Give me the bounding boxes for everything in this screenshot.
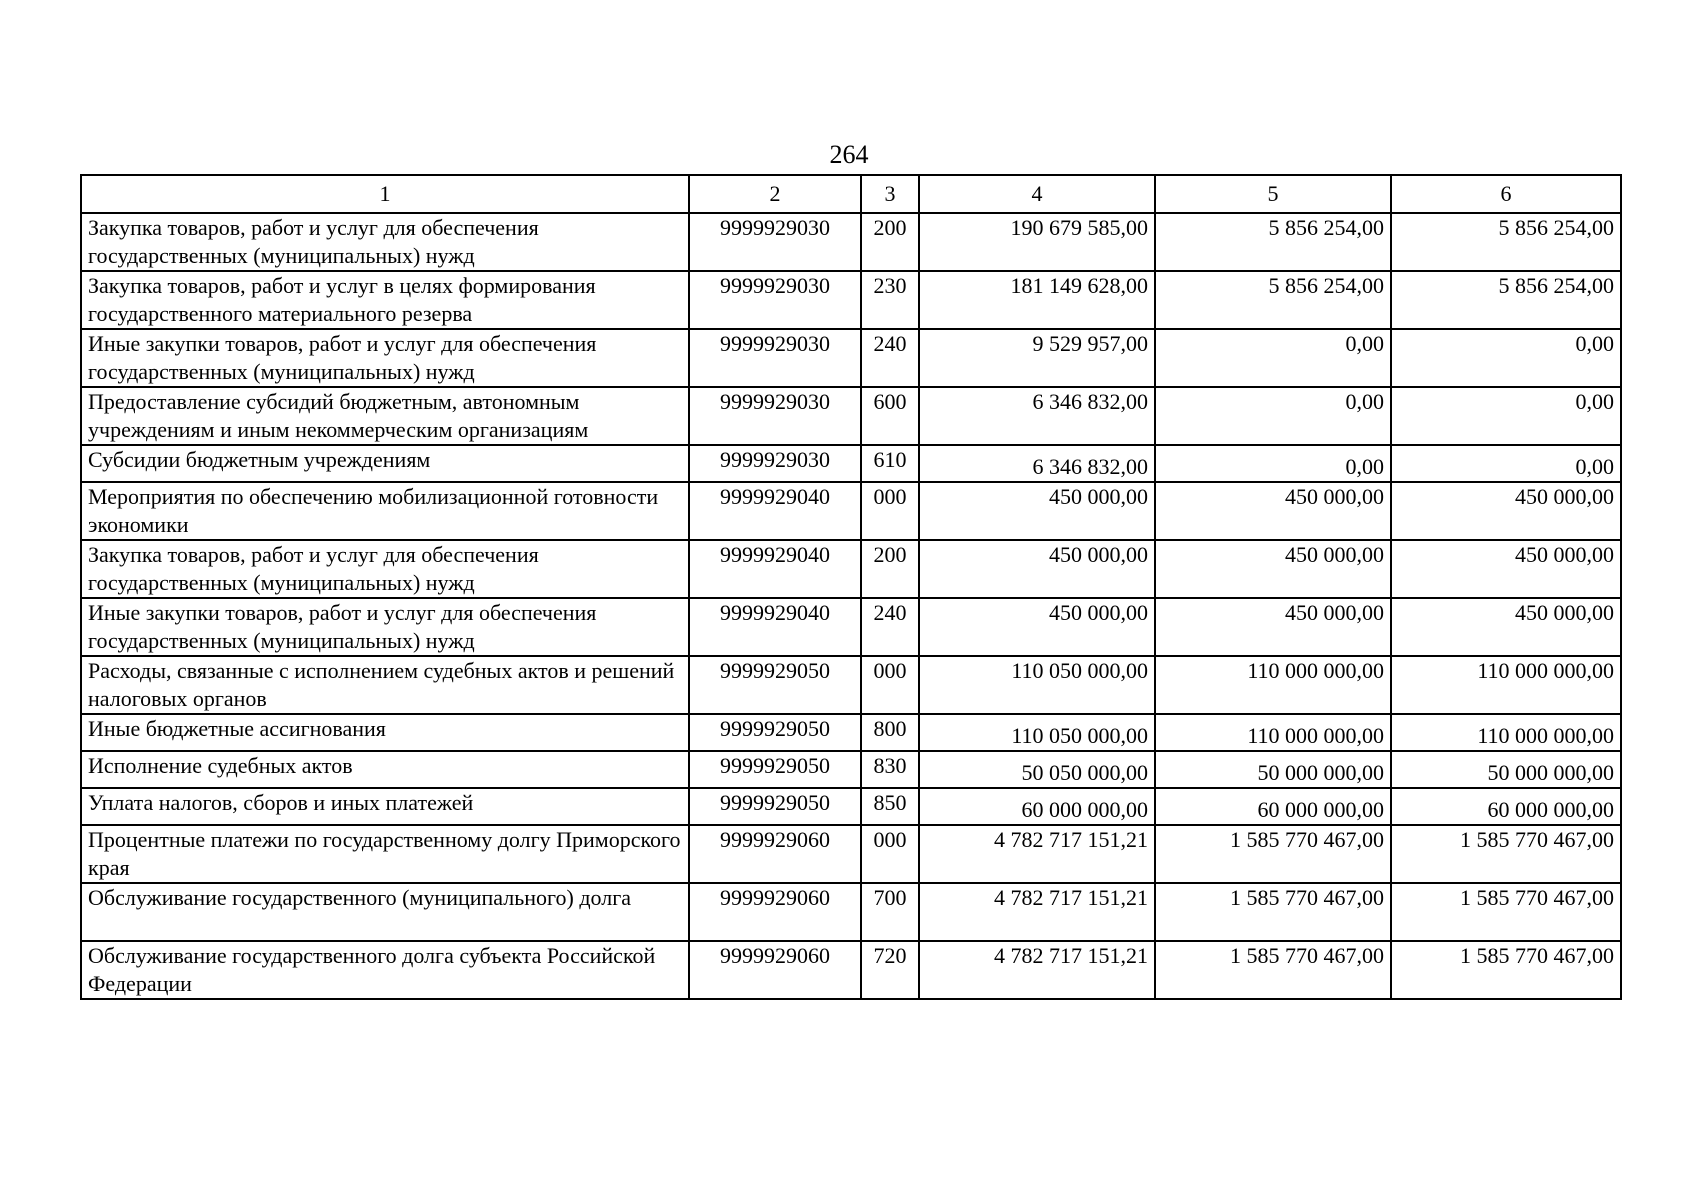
- row-description: Процентные платежи по государственному долгу Приморского края: [81, 825, 689, 883]
- table-row: [81, 656, 1621, 714]
- row-amount-col6: 110 000 000,00: [1391, 714, 1621, 751]
- row-amount-col6: 450 000,00: [1391, 482, 1621, 540]
- row-target-code: 9999929050: [689, 751, 861, 788]
- row-amount-col5: 1 585 770 467,00: [1155, 941, 1391, 999]
- row-target-code: 9999929040: [689, 598, 861, 656]
- row-amount-col4: 6 346 832,00: [919, 387, 1155, 445]
- row-amount-col4: 450 000,00: [919, 540, 1155, 598]
- header-row: [81, 175, 1621, 213]
- row-target-code: 9999929030: [689, 271, 861, 329]
- row-amount-col6: 1 585 770 467,00: [1391, 883, 1621, 941]
- row-target-code: 9999929060: [689, 825, 861, 883]
- row-target-code: 9999929030: [689, 387, 861, 445]
- row-amount-col6: 50 000 000,00: [1391, 751, 1621, 788]
- row-description: Уплата налогов, сборов и иных платежей: [81, 788, 689, 825]
- row-amount-col6: 60 000 000,00: [1391, 788, 1621, 825]
- row-amount-col4: 4 782 717 151,21: [919, 941, 1155, 999]
- row-amount-col4: 450 000,00: [919, 482, 1155, 540]
- row-description: Субсидии бюджетным учреждениям: [81, 445, 689, 482]
- row-amount-col4: 4 782 717 151,21: [919, 825, 1155, 883]
- row-amount-col5: 0,00: [1155, 387, 1391, 445]
- row-amount-col6: 0,00: [1391, 445, 1621, 482]
- row-target-code: 9999929060: [689, 883, 861, 941]
- row-amount-col6: 450 000,00: [1391, 598, 1621, 656]
- row-target-code: 9999929040: [689, 540, 861, 598]
- row-description: Иные бюджетные ассигнования: [81, 714, 689, 751]
- table-row: [81, 941, 1621, 999]
- row-description: Предоставление субсидий бюджетным, автономным учреждениям и иным некоммерческим организациям: [81, 387, 689, 445]
- row-amount-col5: 0,00: [1155, 329, 1391, 387]
- row-description: Закупка товаров, работ и услуг в целях формирования государственного материального резерва: [81, 271, 689, 329]
- row-target-code: 9999929040: [689, 482, 861, 540]
- table-row: [81, 445, 1621, 482]
- col-header-3: 3: [861, 175, 919, 213]
- row-amount-col5: 450 000,00: [1155, 482, 1391, 540]
- table-row: [81, 387, 1621, 445]
- row-expense-type: 700: [861, 883, 919, 941]
- table-row: [81, 598, 1621, 656]
- row-expense-type: 830: [861, 751, 919, 788]
- row-target-code: 9999929050: [689, 714, 861, 751]
- row-amount-col4: 4 782 717 151,21: [919, 883, 1155, 941]
- row-target-code: 9999929030: [689, 329, 861, 387]
- table-row: [81, 714, 1621, 751]
- row-amount-col6: 1 585 770 467,00: [1391, 825, 1621, 883]
- row-description: Мероприятия по обеспечению мобилизационной готовности экономики: [81, 482, 689, 540]
- row-amount-col4: 450 000,00: [919, 598, 1155, 656]
- row-expense-type: 240: [861, 598, 919, 656]
- row-amount-col5: 1 585 770 467,00: [1155, 883, 1391, 941]
- row-amount-col5: 450 000,00: [1155, 598, 1391, 656]
- row-amount-col6: 5 856 254,00: [1391, 213, 1621, 271]
- row-expense-type: 610: [861, 445, 919, 482]
- budget-table: [80, 174, 1622, 1000]
- row-amount-col4: 110 050 000,00: [919, 656, 1155, 714]
- row-amount-col4: 6 346 832,00: [919, 445, 1155, 482]
- row-amount-col5: 50 000 000,00: [1155, 751, 1391, 788]
- table-row: [81, 213, 1621, 271]
- row-amount-col4: 60 000 000,00: [919, 788, 1155, 825]
- page-number: 264: [829, 140, 869, 169]
- table-row: [81, 329, 1621, 387]
- row-amount-col6: 0,00: [1391, 387, 1621, 445]
- row-expense-type: 000: [861, 825, 919, 883]
- row-amount-col5: 60 000 000,00: [1155, 788, 1391, 825]
- row-description: Обслуживание государственного долга субъекта Российской Федерации: [81, 941, 689, 999]
- table-row: [81, 825, 1621, 883]
- row-amount-col5: 110 000 000,00: [1155, 656, 1391, 714]
- col-header-1: 1: [81, 175, 689, 213]
- row-target-code: 9999929060: [689, 941, 861, 999]
- row-amount-col5: 450 000,00: [1155, 540, 1391, 598]
- row-expense-type: 240: [861, 329, 919, 387]
- row-expense-type: 200: [861, 213, 919, 271]
- row-target-code: 9999929050: [689, 656, 861, 714]
- row-description: Исполнение судебных актов: [81, 751, 689, 788]
- row-description: Иные закупки товаров, работ и услуг для обеспечения государственных (муниципальных) нужд: [81, 598, 689, 656]
- row-description: Расходы, связанные с исполнением судебных актов и решений налоговых органов: [81, 656, 689, 714]
- row-amount-col6: 0,00: [1391, 329, 1621, 387]
- row-amount-col4: 9 529 957,00: [919, 329, 1155, 387]
- row-amount-col5: 1 585 770 467,00: [1155, 825, 1391, 883]
- table-row: [81, 271, 1621, 329]
- row-target-code: 9999929050: [689, 788, 861, 825]
- row-amount-col4: 190 679 585,00: [919, 213, 1155, 271]
- row-amount-col5: 0,00: [1155, 445, 1391, 482]
- col-header-4: 4: [919, 175, 1155, 213]
- col-header-2: 2: [689, 175, 861, 213]
- row-description: Иные закупки товаров, работ и услуг для обеспечения государственных (муниципальных) нужд: [81, 329, 689, 387]
- table-row: [81, 883, 1621, 941]
- table-row: [81, 482, 1621, 540]
- table-row: [81, 788, 1621, 825]
- row-expense-type: 000: [861, 656, 919, 714]
- row-expense-type: 230: [861, 271, 919, 329]
- row-description: Обслуживание государственного (муниципального) долга: [81, 883, 689, 941]
- row-description: Закупка товаров, работ и услуг для обеспечения государственных (муниципальных) нужд: [81, 540, 689, 598]
- row-expense-type: 200: [861, 540, 919, 598]
- row-amount-col6: 450 000,00: [1391, 540, 1621, 598]
- row-expense-type: 720: [861, 941, 919, 999]
- row-expense-type: 000: [861, 482, 919, 540]
- row-expense-type: 600: [861, 387, 919, 445]
- row-amount-col6: 5 856 254,00: [1391, 271, 1621, 329]
- row-amount-col4: 181 149 628,00: [919, 271, 1155, 329]
- row-amount-col4: 50 050 000,00: [919, 751, 1155, 788]
- row-expense-type: 850: [861, 788, 919, 825]
- row-description: Закупка товаров, работ и услуг для обеспечения государственных (муниципальных) нужд: [81, 213, 689, 271]
- row-amount-col5: 5 856 254,00: [1155, 213, 1391, 271]
- row-amount-col5: 110 000 000,00: [1155, 714, 1391, 751]
- row-amount-col4: 110 050 000,00: [919, 714, 1155, 751]
- col-header-6: 6: [1391, 175, 1621, 213]
- table-row: [81, 540, 1621, 598]
- row-amount-col6: 1 585 770 467,00: [1391, 941, 1621, 999]
- table-row: [81, 751, 1621, 788]
- row-expense-type: 800: [861, 714, 919, 751]
- row-amount-col5: 5 856 254,00: [1155, 271, 1391, 329]
- row-target-code: 9999929030: [689, 213, 861, 271]
- col-header-5: 5: [1155, 175, 1391, 213]
- row-amount-col6: 110 000 000,00: [1391, 656, 1621, 714]
- row-target-code: 9999929030: [689, 445, 861, 482]
